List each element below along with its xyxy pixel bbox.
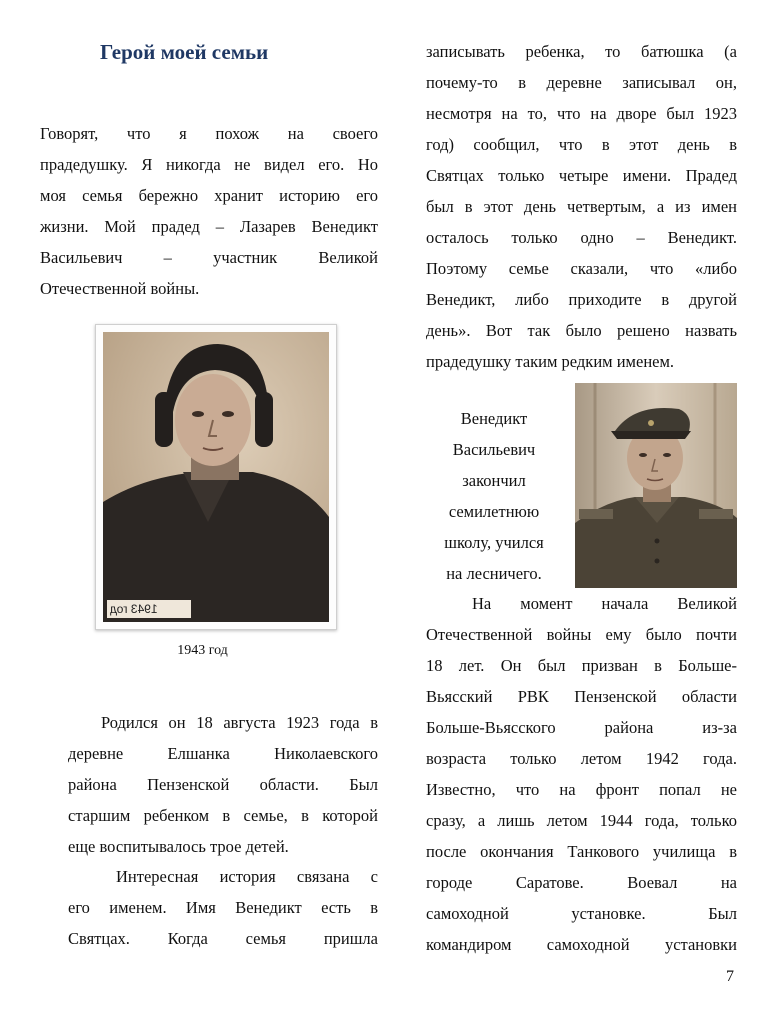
text-line: 18 лет. Он был призван в Больше- — [426, 656, 737, 675]
text-line: Святцах. Когда семья пришла — [68, 929, 378, 948]
text-line: почему-то в деревне записывал он, — [426, 73, 737, 92]
text-line: Поэтому семье сказали, что «либо — [426, 259, 737, 278]
text-line: Васильевич – участник Великой — [40, 248, 378, 267]
page-title: Герой моей семьи — [100, 40, 269, 64]
text-line: Интересная история связана с — [116, 867, 378, 886]
text-line: Отечественной войны. — [40, 279, 200, 298]
text-line: моя семья бережно хранит историю его — [40, 186, 378, 205]
photo-caption: 1943 год — [177, 643, 228, 658]
text-line: Святцах только четыре имени. Прадед — [426, 166, 737, 185]
page-number: 7 — [726, 968, 734, 985]
text-line: Венедикт — [460, 409, 528, 428]
text-line: год) сообщил, что в этот день в — [426, 135, 737, 154]
text-line: день». Вот так было решено назвать — [426, 321, 737, 340]
text-line: прадедушку таким редким именем. — [426, 352, 675, 371]
portrait-photo-1943 — [103, 332, 329, 622]
left-paragraph-3 — [68, 861, 378, 954]
text-line: возраста только летом 1942 года. — [426, 749, 737, 768]
text-line: Васильевич — [452, 440, 536, 459]
photo-inscription: 1943 год — [110, 602, 158, 616]
text-line: Говорят, что я похож на своего — [40, 124, 378, 143]
text-line: был в этот день четвертым, а из имен — [426, 197, 737, 216]
text-line: семилетнюю — [448, 502, 540, 521]
left-paragraph-1 — [40, 118, 378, 304]
text-line: еще воспитывалось трое детей. — [68, 837, 289, 856]
text-line: несмотря на то, что на дворе был 1923 — [426, 104, 737, 123]
text-line: осталось только одно – Венедикт. — [426, 228, 737, 247]
text-line: старшим ребенком в семье, в которой — [68, 806, 378, 825]
text-line: закончил — [462, 471, 526, 490]
text-line: самоходной установке. Был — [426, 904, 737, 923]
text-line: Венедикт, либо приходите в другой — [426, 290, 737, 309]
text-line: школу, учился — [444, 533, 544, 552]
text-line: района Пензенской области. Был — [68, 775, 378, 794]
text-line: записывать ребенка, то батюшка (а — [426, 42, 737, 61]
text-line: городе Саратове. Воевал на — [426, 873, 737, 892]
text-line: Больше-Вьясского района из-за — [426, 718, 737, 737]
text-line: жизни. Мой прадед – Лазарев Венедикт — [40, 217, 378, 236]
text-line: На момент начала Великой — [472, 594, 737, 613]
text-line: на лесничего. — [446, 564, 542, 583]
photo-1943-frame — [95, 324, 337, 630]
text-line: после окончания Танкового училища в — [426, 842, 737, 861]
text-line: Отечественной войны ему было почти — [426, 625, 737, 644]
text-line: сразу, а лишь летом 1944 года, только — [426, 811, 737, 830]
portrait-photo-uniform — [575, 383, 737, 588]
text-line: прадедушку. Я никогда не видел его. Но — [40, 155, 378, 174]
text-line: командиром самоходной установки — [426, 935, 737, 954]
right-paragraph-2 — [426, 588, 737, 960]
photo-side-text — [420, 403, 568, 589]
text-line: Родился он 18 августа 1923 года в — [101, 713, 378, 732]
text-line: Вьясский РВК Пензенской области — [426, 687, 737, 706]
left-paragraph-2 — [68, 707, 378, 862]
right-paragraph-1 — [426, 36, 737, 377]
text-line: деревне Елшанка Николаевского — [68, 744, 378, 763]
text-line: его именем. Имя Венедикт есть в — [68, 898, 378, 917]
text-line: Известно, что на фронт попал не — [426, 780, 737, 799]
